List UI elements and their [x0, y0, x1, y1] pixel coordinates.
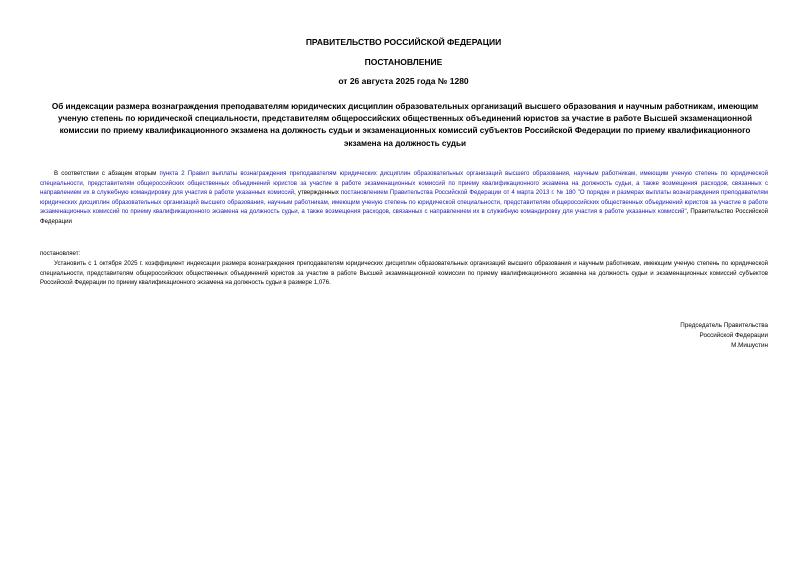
decree-word: постановляет:: [40, 250, 81, 257]
signature-title-2: Российской Федерации: [699, 332, 768, 339]
document-title: Об индексации размера вознаграждения преподавателям юридических дисциплин образовательных организаций высшего образования и научным работникам, имеющим ученую степень по юридической специальности, представителям общероссийских общественных объединений юристов за участие в работе Высшей экзаменационной комиссии по приему квалификационного экзамена на должность судьи и экзаменационных комиссий субъектов Российской Федерации по приему квалификационного экзамена на должность судьи: [51, 102, 759, 148]
preamble-text-3: , Правительство Российской Федерации: [40, 208, 768, 225]
resolution-link[interactable]: постановлением Правительства Российской Федерации от 4 марта 2013 г. № 180 "О порядке и размерах выплаты вознаграждения преподавателям юридических дисциплин образовательных организаций высшего образования, научным работникам, имеющим ученую степень по юридической специальности, представителям общероссийских общественных объединений юристов за участие в работе экзаменационных комиссий по приему квалификационного экзамена на должность судьи, а также возмещения расходов, связанных с направлением их в служебную командировку для участия в работе указанных комиссий": [40, 189, 768, 216]
rules-link[interactable]: пункта 2 Правил выплаты вознаграждения преподавателям юридических дисциплин образовательных организаций высшего образования, научным работникам, имеющим ученую степень по юридической специальности, представителям общероссийских общественных объединений юристов за участие в работе экзаменационных комиссий по приему квалификационного экзамена на должность судьи, а также возмещения расходов, связанных с направлением их в служебную командировку для участия в работе указанных комиссий: [40, 170, 768, 197]
government-heading: ПРАВИТЕЛЬСТВО РОССИЙСКОЙ ФЕДЕРАЦИИ: [305, 37, 502, 47]
document-type: ПОСТАНОВЛЕНИЕ: [364, 57, 443, 67]
preamble-paragraph: [40, 169, 768, 227]
preamble-text-2: , утвержденных: [294, 189, 341, 197]
preamble-text-1: В соответствии с абзацем вторым: [54, 170, 160, 177]
date-number: от 26 августа 2025 года № 1280: [338, 76, 469, 86]
operative-paragraph: Установить с 1 октября 2025 г. коэффициент индексации размера вознаграждения преподавателям юридических дисциплин образовательных организаций высшего образования и научным работникам, имеющим ученую степень по юридической специальности, представителям общероссийских общественных объединений юристов за участие в работе Высшей экзаменационной комиссии по приему квалификационного экзамена на должность судьи и экзаменационных комиссий субъектов Российской Федерации по приему квалификационного экзамена на должность судьи в размере 1,076.: [40, 260, 768, 287]
signature-block: [680, 321, 768, 351]
signature-title-1: Председатель Правительства: [680, 322, 768, 329]
signature-name: М.Мишустин: [731, 342, 768, 349]
